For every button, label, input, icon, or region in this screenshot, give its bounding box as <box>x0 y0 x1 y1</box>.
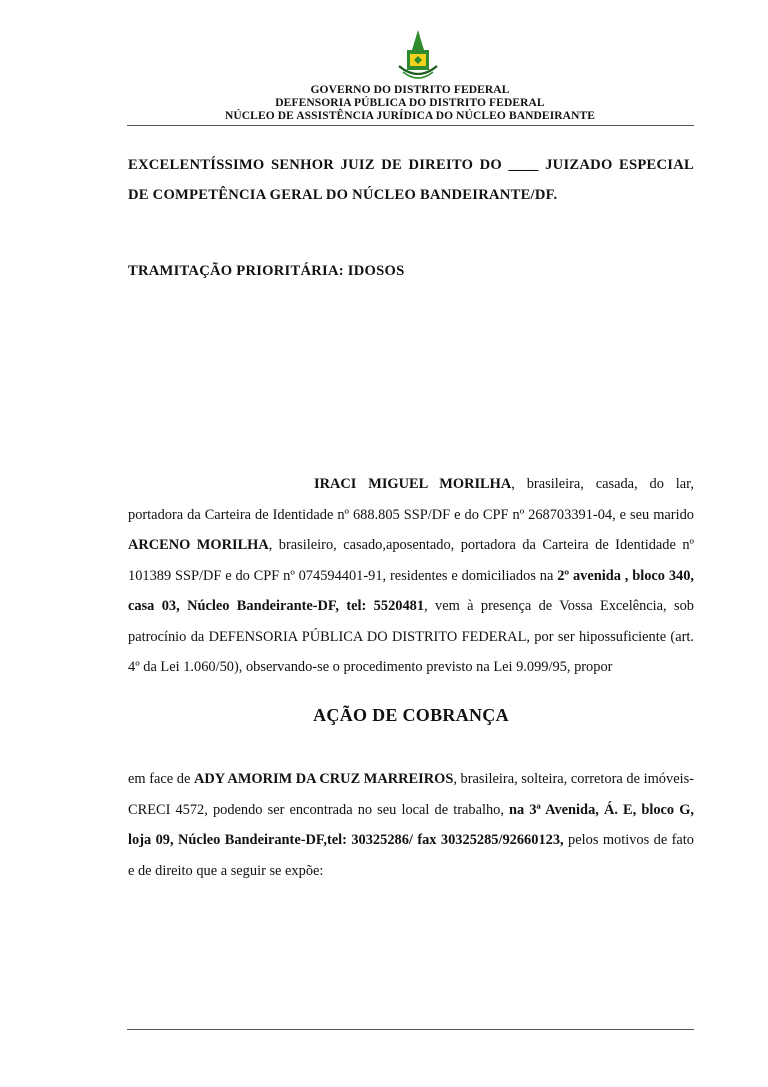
federal-district-crest-icon <box>396 28 440 84</box>
plaintiff-address: 2º avenida , bloco 340, casa 03, Núcleo Bandeirante-DF, tel: 5520481 <box>128 567 695 614</box>
plaintiff-qualification <box>128 469 694 683</box>
qualification-text-3: , vem à presença de Vossa Excelência, sob patrocínio da DEFENSORIA PÚBLICA DO DISTRITO FEDERAL, por ser hipossuficiente (art. 4º da Lei 1.060/50), observando-se o procedimento previsto na Lei 9.099/95, propor <box>128 598 694 675</box>
header-nucleo: NÚCLEO DE ASSISTÊNCIA JURÍDICA DO NÚCLEO BANDEIRANTE <box>224 110 596 122</box>
defendant-text-1: , brasileira, solteira, corretora de imóveis- CRECI 4572, podendo ser encontrada no seu local de trabalho, <box>128 771 694 818</box>
defendant-qualification <box>128 764 694 886</box>
addressee-heading: EXCELENTÍSSIMO SENHOR JUIZ DE DIREITO DO ____ JUIZADO ESPECIAL DE COMPETÊNCIA GERAL DO NÚCLEO BANDEIRANTE/DF. <box>128 157 694 203</box>
header-divider <box>127 125 694 126</box>
action-title: AÇÃO DE COBRANÇA <box>313 705 509 725</box>
defendant-address: na 3ª Avenida, Á. E, bloco G, loja 09, Núcleo Bandeirante-DF,tel: 30325286/ fax 30325285/92660123, <box>128 801 694 848</box>
defendant-text-0: em face de <box>128 771 194 787</box>
plaintiff-name: IRACI MIGUEL MORILHA <box>314 476 512 492</box>
defendant-name: ADY AMORIM DA CRUZ MARREIROS <box>193 771 454 787</box>
defendant-text-2: pelos motivos de fato e de direito que a seguir se expõe: <box>128 832 694 879</box>
priority-notice: TRAMITAÇÃO PRIORITÁRIA: IDOSOS <box>128 263 405 279</box>
header-government: GOVERNO DO DISTRITO FEDERAL <box>310 84 510 96</box>
footer-divider <box>127 1029 694 1030</box>
qualification-text-2: , brasileiro, casado,aposentado, portadora da Carteira de Identidade nº 101389 SSP/DF e do CPF nº 074594401-91, residentes e domiciliados na <box>128 537 694 584</box>
qualification-text-1: , brasileira, casada, do lar, portadora da Carteira de Identidade nº 688.805 SSP/DF e do CPF nº 268703391-04, e seu marido <box>128 476 694 523</box>
spouse-name: ARCENO MORILHA <box>128 537 269 553</box>
header-defensoria: DEFENSORIA PÚBLICA DO DISTRITO FEDERAL <box>275 97 545 109</box>
